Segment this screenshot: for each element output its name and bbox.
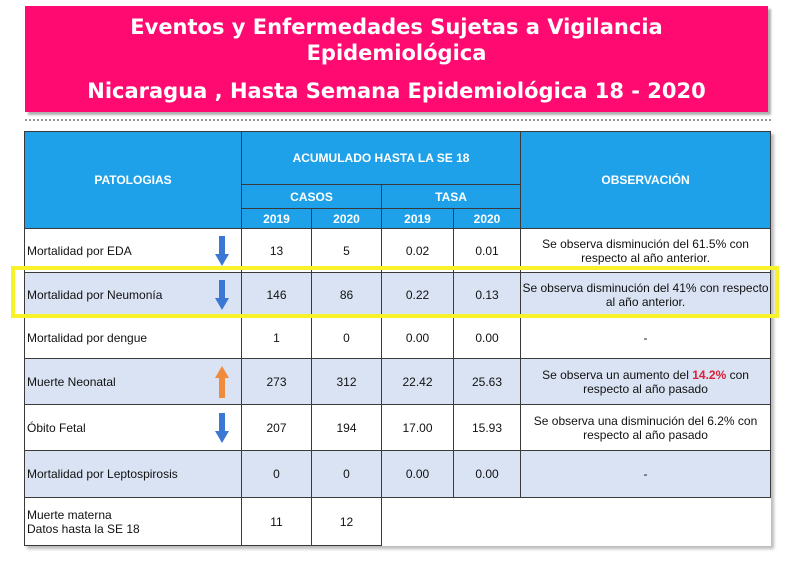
- table-row: [25, 317, 771, 359]
- observation: -: [521, 317, 771, 359]
- row-name-cell: [25, 317, 242, 359]
- tasa-2020: 0.00: [454, 317, 521, 359]
- casos-2020: 0: [312, 451, 382, 498]
- title-text-2: Epidemiológica: [306, 41, 487, 65]
- observation: Se observa disminución del 41% con respecto al año anterior.: [521, 273, 771, 317]
- casos-2019: 1: [242, 317, 312, 359]
- header-tasa-2019: 2019: [382, 209, 454, 229]
- casos-2019: 11: [242, 498, 312, 546]
- casos-2019: 13: [242, 229, 312, 273]
- dotted-divider: [25, 119, 771, 121]
- header-acumulado: ACUMULADO HASTA LA SE 18: [242, 132, 521, 185]
- surveillance-table: [24, 131, 771, 546]
- row-name-cell: [25, 451, 242, 498]
- row-name: Óbito Fetal: [27, 420, 86, 435]
- casos-2020: 86: [312, 273, 382, 317]
- header-tasa-2020: 2020: [454, 209, 521, 229]
- casos-2019: 146: [242, 273, 312, 317]
- observation-emphasis: 14.2%: [692, 367, 727, 382]
- observation: -: [521, 451, 771, 498]
- table-row: [25, 405, 771, 451]
- observation: Se observa disminución del 61.5% con respecto al año anterior.: [521, 229, 771, 273]
- header-tasa: TASA: [382, 185, 521, 209]
- row-name: Mortalidad por EDA: [27, 243, 132, 258]
- arrow-down-icon: [215, 236, 229, 266]
- arrow-up-icon: [215, 366, 229, 398]
- table-row: [25, 359, 771, 405]
- arrow-down-icon: [215, 413, 229, 443]
- tasa-2020: 0.01: [454, 229, 521, 273]
- tasa-2019: 17.00: [382, 405, 454, 451]
- highlight-box: [11, 266, 779, 318]
- tasa-2020: 15.93: [454, 405, 521, 451]
- row-name: Mortalidad por Leptospirosis: [27, 467, 178, 481]
- title-banner: [25, 6, 768, 112]
- title-text-1: Eventos y Enfermedades Sujetas a Vigilancia: [130, 15, 663, 39]
- tasa-2020: 0.00: [454, 451, 521, 498]
- tasa-2019: 0.02: [382, 229, 454, 273]
- tasa-2020: 25.63: [454, 359, 521, 405]
- tasa-2019: 0.00: [382, 451, 454, 498]
- header-observacion: OBSERVACIÓN: [521, 132, 771, 229]
- observation: Se observa una disminución del 6.2% con respecto al año pasado: [521, 405, 771, 451]
- header-casos: CASOS: [242, 185, 382, 209]
- empty-cell: [382, 498, 771, 546]
- casos-2020: 0: [312, 317, 382, 359]
- row-name: Mortalidad por dengue: [27, 330, 148, 345]
- row-name-cell: [25, 498, 242, 546]
- observation: [521, 359, 771, 405]
- table-row: [25, 498, 771, 546]
- row-name-line-1: Muerte materna: [27, 507, 112, 522]
- row-name-cell: [25, 359, 242, 405]
- row-name: Muerte Neonatal: [27, 374, 116, 389]
- casos-2020: 5: [312, 229, 382, 273]
- tasa-2019: 0.22: [382, 273, 454, 317]
- casos-2019: 273: [242, 359, 312, 405]
- header-casos-2019: 2019: [242, 209, 312, 229]
- casos-2019: 0: [242, 451, 312, 498]
- casos-2020: 12: [312, 498, 382, 546]
- header-casos-2020: 2020: [312, 209, 382, 229]
- row-name-line-2: Datos hasta la SE 18: [27, 521, 140, 536]
- title-line-3: Nicaragua , Hasta Semana Epidemiológica 18 - 2020: [87, 79, 706, 103]
- tasa-2020: 0.13: [454, 273, 521, 317]
- title-line-1: [25, 14, 768, 66]
- tasa-2019: 22.42: [382, 359, 454, 405]
- observation-text-c: con respecto al año pasado: [583, 367, 749, 396]
- observation-text-a: Se observa un aumento del: [542, 367, 693, 382]
- tasa-2019: 0.00: [382, 317, 454, 359]
- row-name-cell: [25, 405, 242, 451]
- header-patologias: PATOLOGIAS: [25, 132, 242, 229]
- casos-2020: 312: [312, 359, 382, 405]
- casos-2019: 207: [242, 405, 312, 451]
- table-row: [25, 451, 771, 498]
- casos-2020: 194: [312, 405, 382, 451]
- row-name: Mortalidad por Neumonía: [27, 287, 163, 302]
